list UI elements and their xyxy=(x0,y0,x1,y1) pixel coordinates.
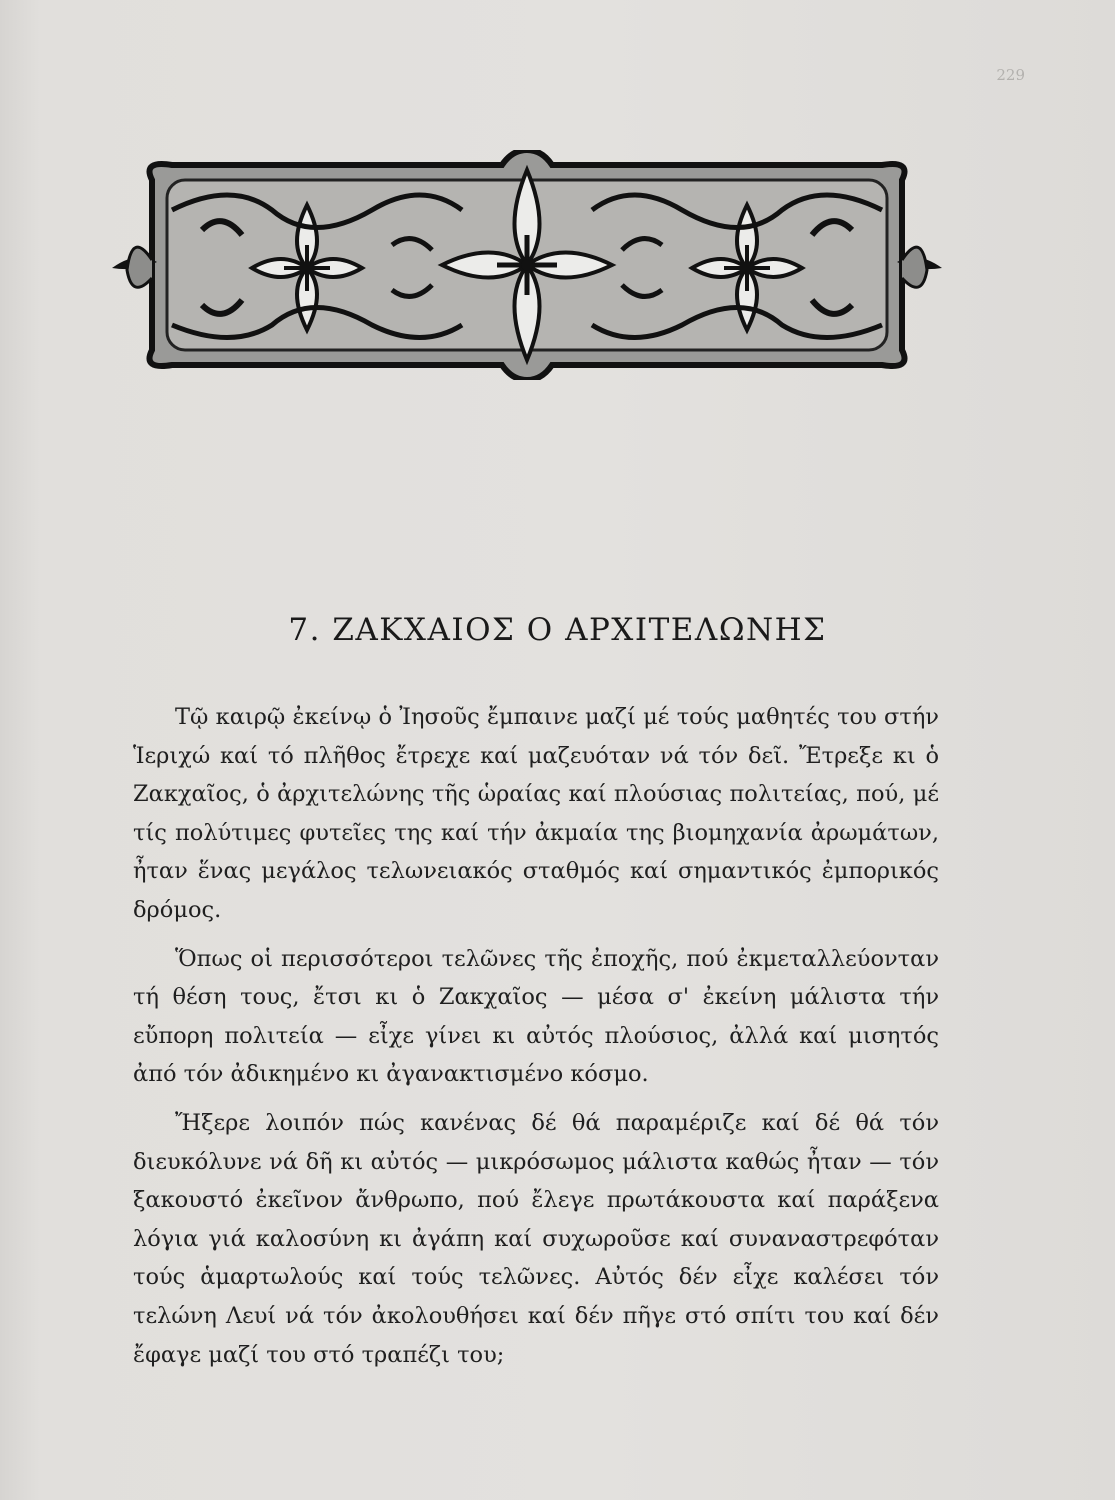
chapter-title: 7. ΖΑΚΧΑΙΟΣ Ο ΑΡΧΙΤΕΛΩΝΗΣ xyxy=(288,612,827,648)
paragraph-3: Ἤξερε λοιπόν πώς κανένας δέ θά παραμέριζε καί δέ θά τόν διευκόλυνε νά δῆ κι αὐτός — μικρόσωμος μάλιστα καθώς ἦταν — τόν ξακουστό ἐκεῖνον ἄνθρωπο, πού ἔλεγε πρωτάκουστα καί παράξενα λόγια γιά καλοσύνη κι ἀγάπη καί συχωροῦσε καί συναναστρεφόταν τούς ἁμαρτωλούς καί τούς τελῶνες. Αὐτός δέν εἶχε καλέσει τόν τελώνη Λευί νά τόν ἀκολουθήσει καί δέν πῆγε στό σπίτι του καί δέν ἔφαγε μαζί του στό τραπέζι του; xyxy=(133,1109,939,1368)
decorative-headpiece-icon xyxy=(112,150,942,380)
paragraph-1: Τῷ καιρῷ ἐκείνῳ ὁ Ἰησοῦς ἔμπαινε μαζί μέ τούς μαθητές του στήν Ἱεριχώ καί τό πλῆθος ἔτρεχε καί μαζευόταν νά τόν δεῖ. Ἔτρεξε κι ὁ Ζακχαῖος, ὁ ἀρχιτελώνης τῆς ὡραίας καί πλούσιας πολιτείας, πού, μέ τίς πολύτιμες φυτεῖες της καί τήν ἀκμαία της βιομηχανία ἀρωμάτων, ἦταν ἕνας μεγάλος τελωνειακός σταθμός καί σημαντικός ἐμπορικός δρόμος. xyxy=(133,704,939,923)
paragraph-2: Ὅπως οἱ περισσότεροι τελῶνες τῆς ἐποχῆς, πού ἐκμεταλλεύονταν τή θέση τους, ἔτσι κι ὁ Ζακχαῖος — μέσα σ' ἐκείνη μάλιστα τήν εὔπορη πολιτεία — εἶχε γίνει κι αὐτός πλούσιος, ἀλλά καί μισητός ἀπό τόν ἀδικημένο κι ἀγανακτισμένο κόσμο. xyxy=(133,945,939,1088)
chapter-body xyxy=(133,698,939,1384)
page-number: 229 xyxy=(996,66,1025,84)
